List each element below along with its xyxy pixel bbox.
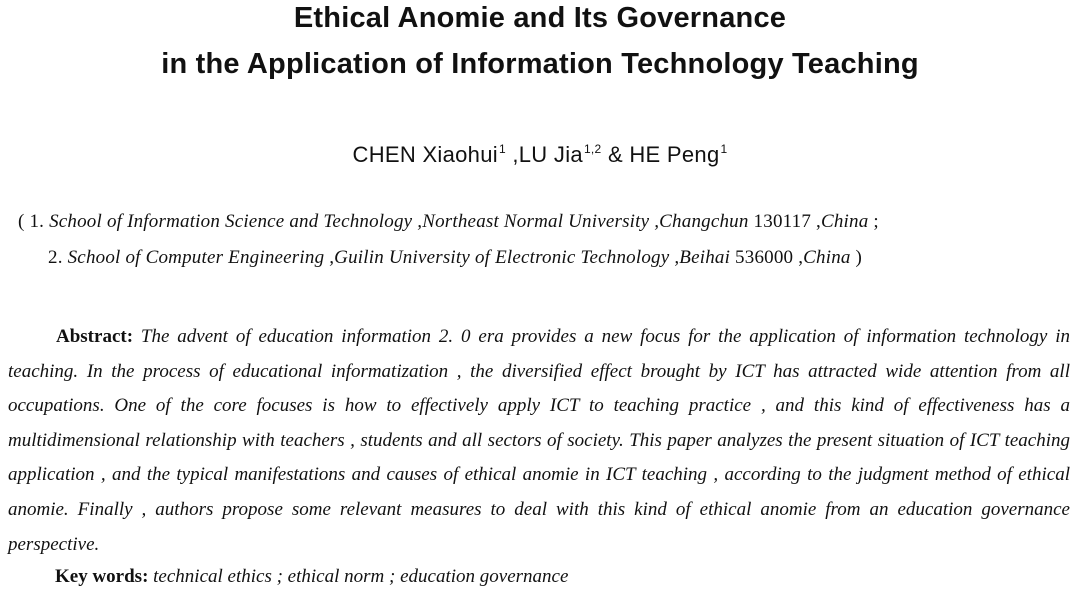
paper-title-line-2: in the Application of Information Technology Teaching bbox=[161, 48, 919, 80]
affiliation-prefix: 2. bbox=[48, 247, 68, 268]
affiliation-postcode: 536000 , bbox=[730, 247, 804, 268]
author-affiliation-mark: 1,2 bbox=[583, 142, 602, 156]
abstract-separator: : bbox=[126, 326, 141, 347]
keywords-text: technical ethics ; ethical norm ; education governance bbox=[153, 566, 569, 587]
author-affiliation-mark: 1 bbox=[720, 142, 728, 156]
keywords bbox=[55, 566, 568, 588]
paper-title-line-1: Ethical Anomie and Its Governance bbox=[293, 2, 787, 34]
affiliation-text: School of Information Science and Technology ,Northeast Normal University ,Changchun bbox=[49, 211, 749, 232]
abstract bbox=[8, 320, 1070, 562]
keywords-separator: : bbox=[142, 566, 154, 587]
affiliation-text: School of Computer Engineering ,Guilin University of Electronic Technology ,Beihai bbox=[67, 247, 731, 268]
affiliation-country: China bbox=[820, 211, 869, 232]
author-affiliation-mark: 1 bbox=[498, 142, 506, 156]
abstract-text: The advent of education information 2. 0 era provides a new focus for the application of information technology in teaching. In the process of educational informatization , the diversified effect brought by ICT has attracted wide attention from all occupations. One of the core focuses is how to effectively apply ICT to teaching practice , and this kind of effectiveness has a multidimensional relationship with teachers , students and all sectors of society. This paper analyzes the present situation of ICT teaching application , and the typical manifestations and causes of ethical anomie in ICT teaching , according to the judgment method of ethical anomie. Finally , authors propose some relevant measures to deal with this kind of ethical anomie from an education governance perspective. bbox=[8, 326, 1070, 555]
author-separator: & bbox=[601, 142, 630, 167]
author-name: CHEN Xiaohui bbox=[352, 142, 498, 167]
affiliation-prefix: ( 1. bbox=[18, 211, 50, 232]
affiliation-2 bbox=[48, 247, 862, 269]
author-name: LU Jia bbox=[518, 142, 583, 167]
author-separator: , bbox=[505, 142, 519, 167]
abstract-label: Abstract bbox=[56, 326, 127, 347]
author-name: HE Peng bbox=[629, 142, 720, 167]
affiliation-suffix: ) bbox=[850, 247, 863, 268]
affiliation-1 bbox=[18, 211, 879, 233]
affiliation-country: China bbox=[803, 247, 851, 268]
author-list bbox=[0, 142, 1080, 168]
keywords-label: Key words bbox=[55, 566, 143, 587]
affiliation-postcode: 130117 , bbox=[748, 211, 821, 232]
affiliation-suffix: ; bbox=[868, 211, 879, 232]
